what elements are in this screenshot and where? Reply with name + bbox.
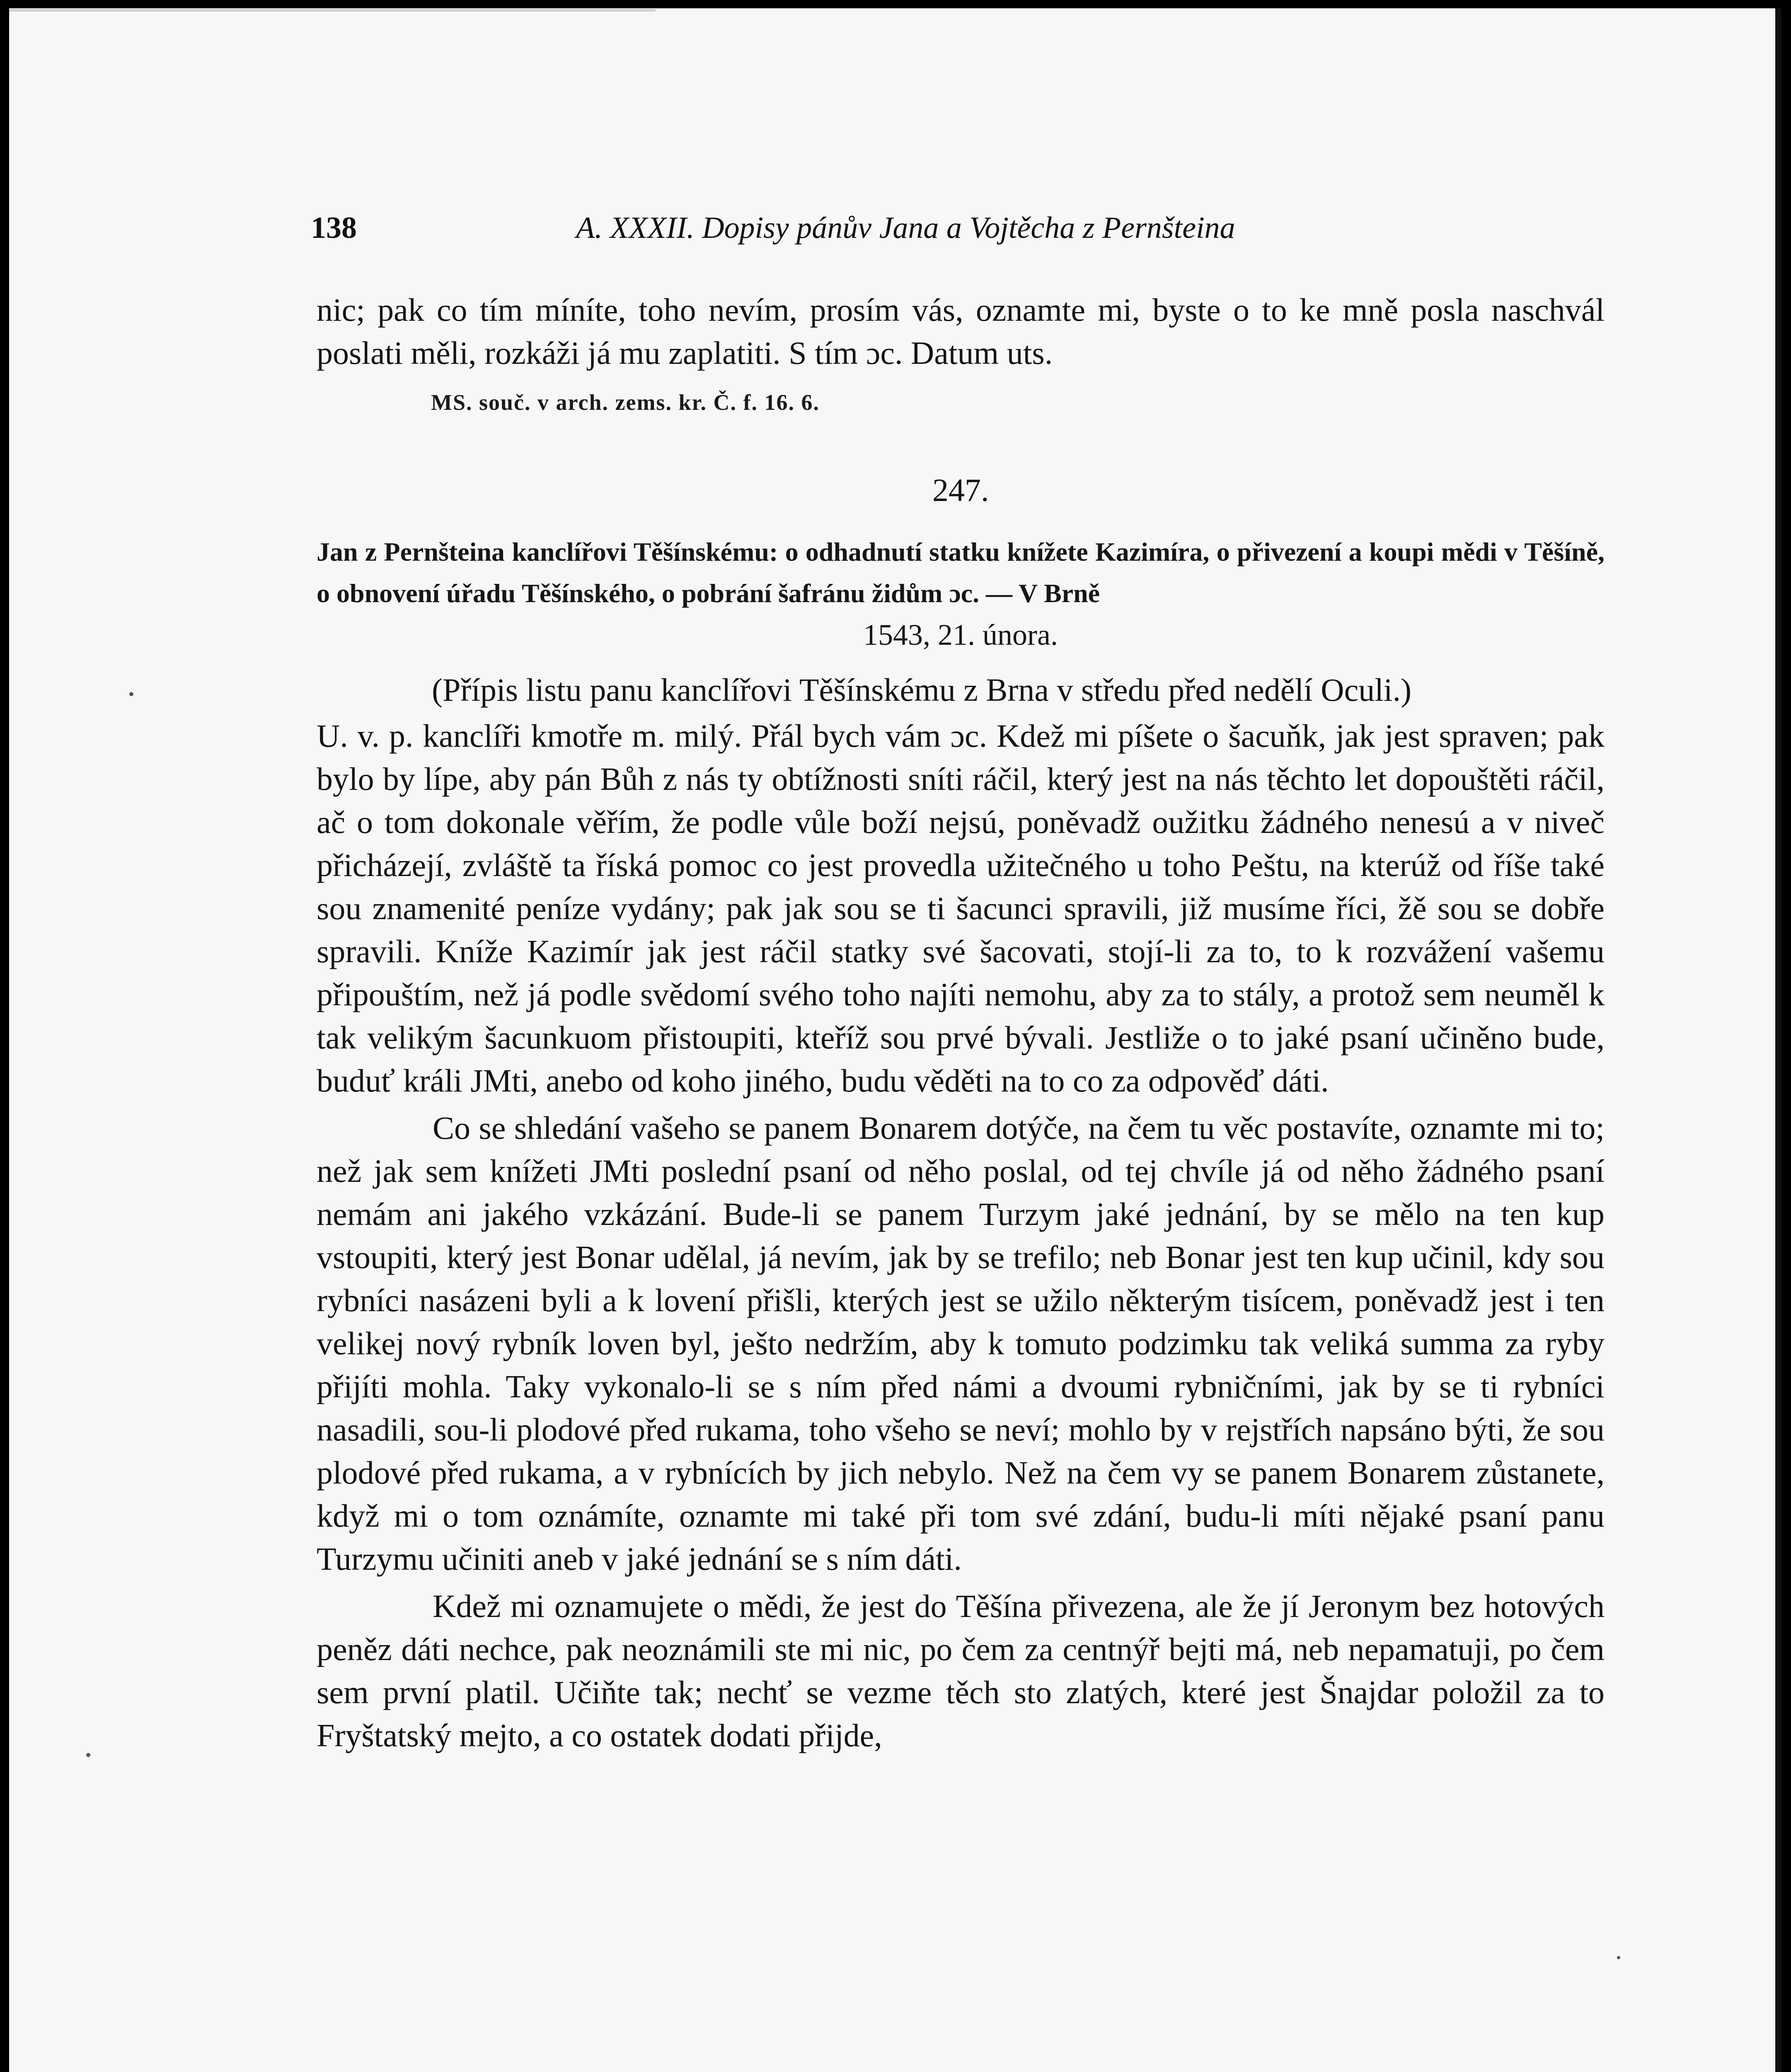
scan-speck [129,692,133,696]
scan-edge-artifact [9,9,656,12]
letter-body [317,714,1605,1757]
intro-text-block [317,288,1605,375]
letter-paragraph-1: U. v. p. kanclíři kmotře m. milý. Přál bych vám ɔc. Kdež mi píšete o šacuňk, jak jest spraven; pak bylo by lípe, aby pán Bůh z nás ty obtížnosti sníti ráčil, který jest na nás těchto let dopouštěti ráčil, ač o tom dokonale věřím, že podle vůle boží nejsú, poněvadž oužitku žádného nenesú a v niveč přicházejí, zvláště ta říská pomoc co jest provedla užitečného u toho Peštu, na kterúž od říše také sou znamenité peníze vydány; pak jak sou se ti šacunci spravili, již musíme říci, žě sou se dobře spravili. Kníže Kazimír jak jest ráčil statky své šacovati, stojí-li za to, to k rozvážení vašemu připouštím, než já podle svědomí svého toho najíti nemohu, aby za to stály, a protož sem neuměl k tak velikým šacunkuom přistoupiti, kteříž sou prvé bývali. Jestliže o to jaké psaní učiněno bude, buduť králi JMti, anebo od koho jiného, budu věděti na to co za odpověď dáti. [317,718,1605,1099]
scanned-page [9,8,1781,2072]
running-title: A. XXXII. Dopisy pánův Jana a Vojtěcha z Pernšteina [576,211,1235,245]
letter-paragraph-3: Kdež mi oznamujete o mědi, že jest do Těšína přivezena, ale že jí Jeronym bez hotových peněz dáti nechce, pak neoznámili ste mi nic, po čem za centnýř bejti má, neb nepamatuji, po čem sem první platil. Učiňte tak; nechť se vezme těch sto zlatých, které jest Šnajdar položil za to Fryštatský mejto, a co ostatek dodati přijde, [317,1588,1605,1753]
regest-text: Jan z Pernšteina kanclířovi Těšínskému: o odhadnutí statku knížete Kazimíra, o přivezení a koupi mědi v Těšíně, o obnovení úřadu Těšínského, o pobrání šafránu židům ɔc. — V Brně [317,537,1605,608]
page-header [311,211,1388,260]
document-number: 247. [932,472,989,508]
scan-speck [1617,1956,1620,1959]
regest-summary [317,531,1605,656]
intro-paragraph: nic; pak co tím míníte, toho nevím, prosím vás, oznamte mi, byste o to ke mně posla naschvál poslati měli, rozkáži já mu zaplatiti. S tím ɔc. Datum uts. [317,292,1605,371]
address-line: (Přípis listu panu kanclířovi Těšínskému z Brna v středu před nedělí Oculi.) [432,672,1412,708]
source-note: MS. souč. v arch. zems. kr. Č. f. 16. 6. [431,390,820,415]
letter-paragraph-2: Co se shledání vašeho se panem Bonarem dotýče, na čem tu věc postavíte, oznamte mi to; než jak sem knížeti JMti poslední psaní od něho poslal, od tej chvíle já od něho žádného psaní nemám ani jakého vzkázání. Bude-li se panem Turzym jaké jednání, by se mělo na ten kup vstoupiti, který jest Bonar udělal, já nevím, jak by se trefilo; neb Bonar jest ten kup učinil, kdy sou rybníci nasázeni byli a k lovení přišli, kterých jest se užilo některým tisícem, poněvadž jest i ten velikej nový rybník loven byl, ješto nedržím, aby k tomuto podzimku tak veliká summa za ryby přijíti mohla. Taky vykonalo-li se s ním před námi a dvoumi rybničními, jak by se ti rybníci nasadili, sou-li plodové před rukama, toho všeho se neví; mohlo by v rejstřích napsáno býti, že sou plodové před rukama, a v rybnících by jich nebylo. Než na čem vy se panem Bonarem zůstanete, když mi o tom oznámíte, oznamte mi také při tom své zdání, budu-li míti nějaké psaní panu Turzymu učiniti aneb v jaké jednání se s ním dáti. [317,1110,1605,1577]
regest-date: 1543, 21. února. [863,618,1058,651]
page-number: 138 [311,211,357,245]
scan-speck [86,1753,90,1757]
